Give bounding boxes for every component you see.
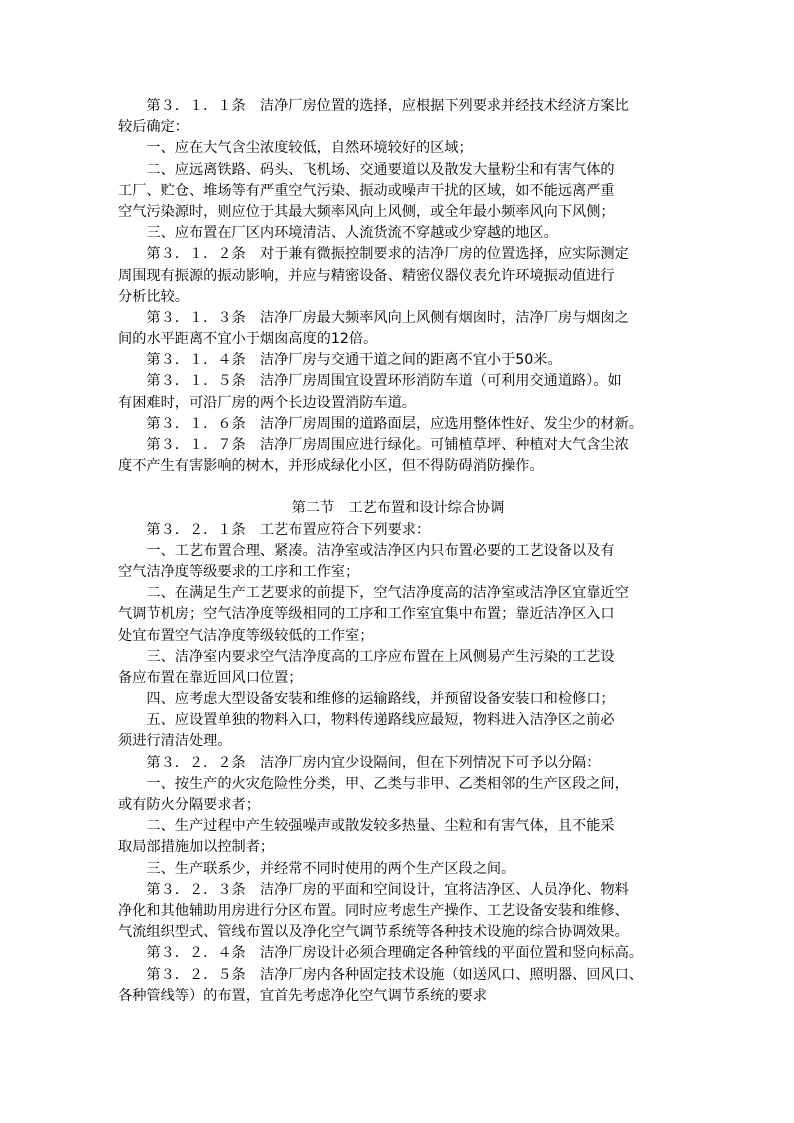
- section-heading: 第二节 工艺布置和设计综合协调: [291, 500, 505, 517]
- text-line: 第３．１．６条 洁净厂房周围的道路面层，应选用整体性好、发尘少的材新。: [118, 415, 643, 432]
- text-line: 空气洁净度等级要求的工序和工作室；: [118, 563, 360, 580]
- text-line: 间的水平距离不宜小于烟囱高度的12倍。: [118, 331, 378, 348]
- text-line: 三、洁净室内要求空气洁净度高的工序应布置在上风侧易产生污染的工艺设: [118, 648, 615, 665]
- document-page: [118, 96, 643, 1007]
- text-line: 较后确定：: [118, 119, 189, 136]
- text-line: 第３．１．５条 洁净厂房周围宜设置环形消防车道（可利用交通道路）。如: [118, 373, 622, 390]
- text-line: 第３．２．３条 洁净厂房的平面和空间设计，宜将洁净区、人员净化、物料: [118, 881, 629, 898]
- text-line: 五、应设置单独的物料入口，物料传递路线应最短，物料进入洁净区之前必: [118, 712, 615, 729]
- text-line: 一、应在大气含尘浓度较低，自然环境较好的区域；: [118, 140, 473, 157]
- text-line: 空气污染源时，则应位于其最大频率风向上风侧，或全年最小频率风向下风侧；: [118, 203, 615, 220]
- text-line: 四、应考虑大型设备安装和维修的运输路线，并预留设备安装口和检修口；: [118, 691, 615, 708]
- text-line: 须进行清洁处理。: [118, 733, 232, 750]
- section-spacer: [118, 477, 638, 498]
- text-line: 第３．１．７条 洁净厂房周围应进行绿化。可铺植草坪、种植对大气含尘浓: [118, 437, 629, 453]
- text-line: 工厂、贮仓、堆场等有严重空气污染、振动或噪声干扰的区域，如不能远离严重: [118, 182, 615, 199]
- text-line: 度不产生有害影响的树木，并形成绿化小区，但不得防碍消防操作。: [118, 458, 544, 475]
- text-line: 或有防火分隔要求者；: [118, 797, 260, 813]
- text-line: 三、应布置在厂区内环境清洁、人流货流不穿越或少穿越的地区。: [118, 225, 558, 242]
- text-line: 第３．１．３条 洁净厂房最大频率风向上风侧有烟囱时，洁净厂房与烟囱之: [118, 309, 629, 326]
- text-line: 二、应远离铁路、码头、飞机场、交通要道以及散发大量粉尘和有害气体的: [118, 161, 615, 178]
- text-line: 第３．１．４条 洁净厂房与交通干道之间的距离不宜小于50米。: [118, 352, 562, 369]
- text-line: 第３．２．４条 洁净厂房设计必须合理确定各种管线的平面位置和竖向标高。: [118, 945, 643, 962]
- text-line: 一、工艺布置合理、紧凑。洁净室或洁净区内只布置必要的工艺设备以及有: [118, 542, 615, 559]
- text-line: 第３．２．１条 工艺布置应符合下列要求：: [118, 521, 431, 538]
- text-line: 一、按生产的火灾危险性分类，甲、乙类与非甲、乙类相邻的生产区段之间，: [118, 775, 629, 792]
- text-line: 周围现有振源的振动影响，并应与精密设备、精密仪器仪表允许环境振动值进行: [118, 267, 615, 284]
- text-line: 二、在满足生产工艺要求的前提下，空气洁净度高的洁净室或洁净区宜靠近空: [118, 585, 629, 602]
- text-line: 净化和其他辅助用房进行分区布置。同时应考虑生产操作、工艺设备安装和维修、: [118, 902, 629, 919]
- text-line: 第３．１．１条 洁净厂房位置的选择，应根据下列要求并经技术经济方案比: [118, 98, 629, 114]
- text-line: 各种管线等）的布置，宜首先考虑净化空气调节系统的要求: [118, 987, 487, 1004]
- text-line: 第３．２．２条 洁净厂房内宜少设隔间，但在下列情况下可予以分隔：: [118, 754, 601, 771]
- text-line: 气流组织型式、管线布置以及净化空气调节系统等各种技术设施的综合协调效果。: [118, 924, 629, 941]
- text-line: 三、生产联系少，并经常不同时使用的两个生产区段之间。: [118, 860, 516, 877]
- text-line: 有困难时，可沿厂房的两个长边设置消防车道。: [118, 394, 416, 411]
- text-line: 分析比较。: [118, 288, 189, 305]
- text-line: 二、生产过程中产生较强噪声或散发较多热量、尘粒和有害气体，且不能采: [118, 818, 615, 835]
- text-line: 取局部措施加以控制者；: [118, 839, 275, 856]
- section-site-selection: [118, 96, 643, 477]
- section-process-layout: [118, 520, 643, 1007]
- text-line: 备应布置在靠近回风口位置；: [118, 669, 303, 686]
- text-line: 第３．１．２条 对于兼有微振控制要求的洁净厂房的位置选择，应实际测定: [118, 246, 629, 263]
- text-line: 第３．２．５条 洁净厂房内各种固定技术设施（如送风口、照明器、回风口、: [118, 966, 643, 983]
- text-line: 处宜布置空气洁净度等级较低的工作室；: [118, 627, 374, 644]
- text-line: 气调节机房；空气洁净度等级相同的工序和工作室宜集中布置；靠近洁净区入口: [118, 606, 615, 623]
